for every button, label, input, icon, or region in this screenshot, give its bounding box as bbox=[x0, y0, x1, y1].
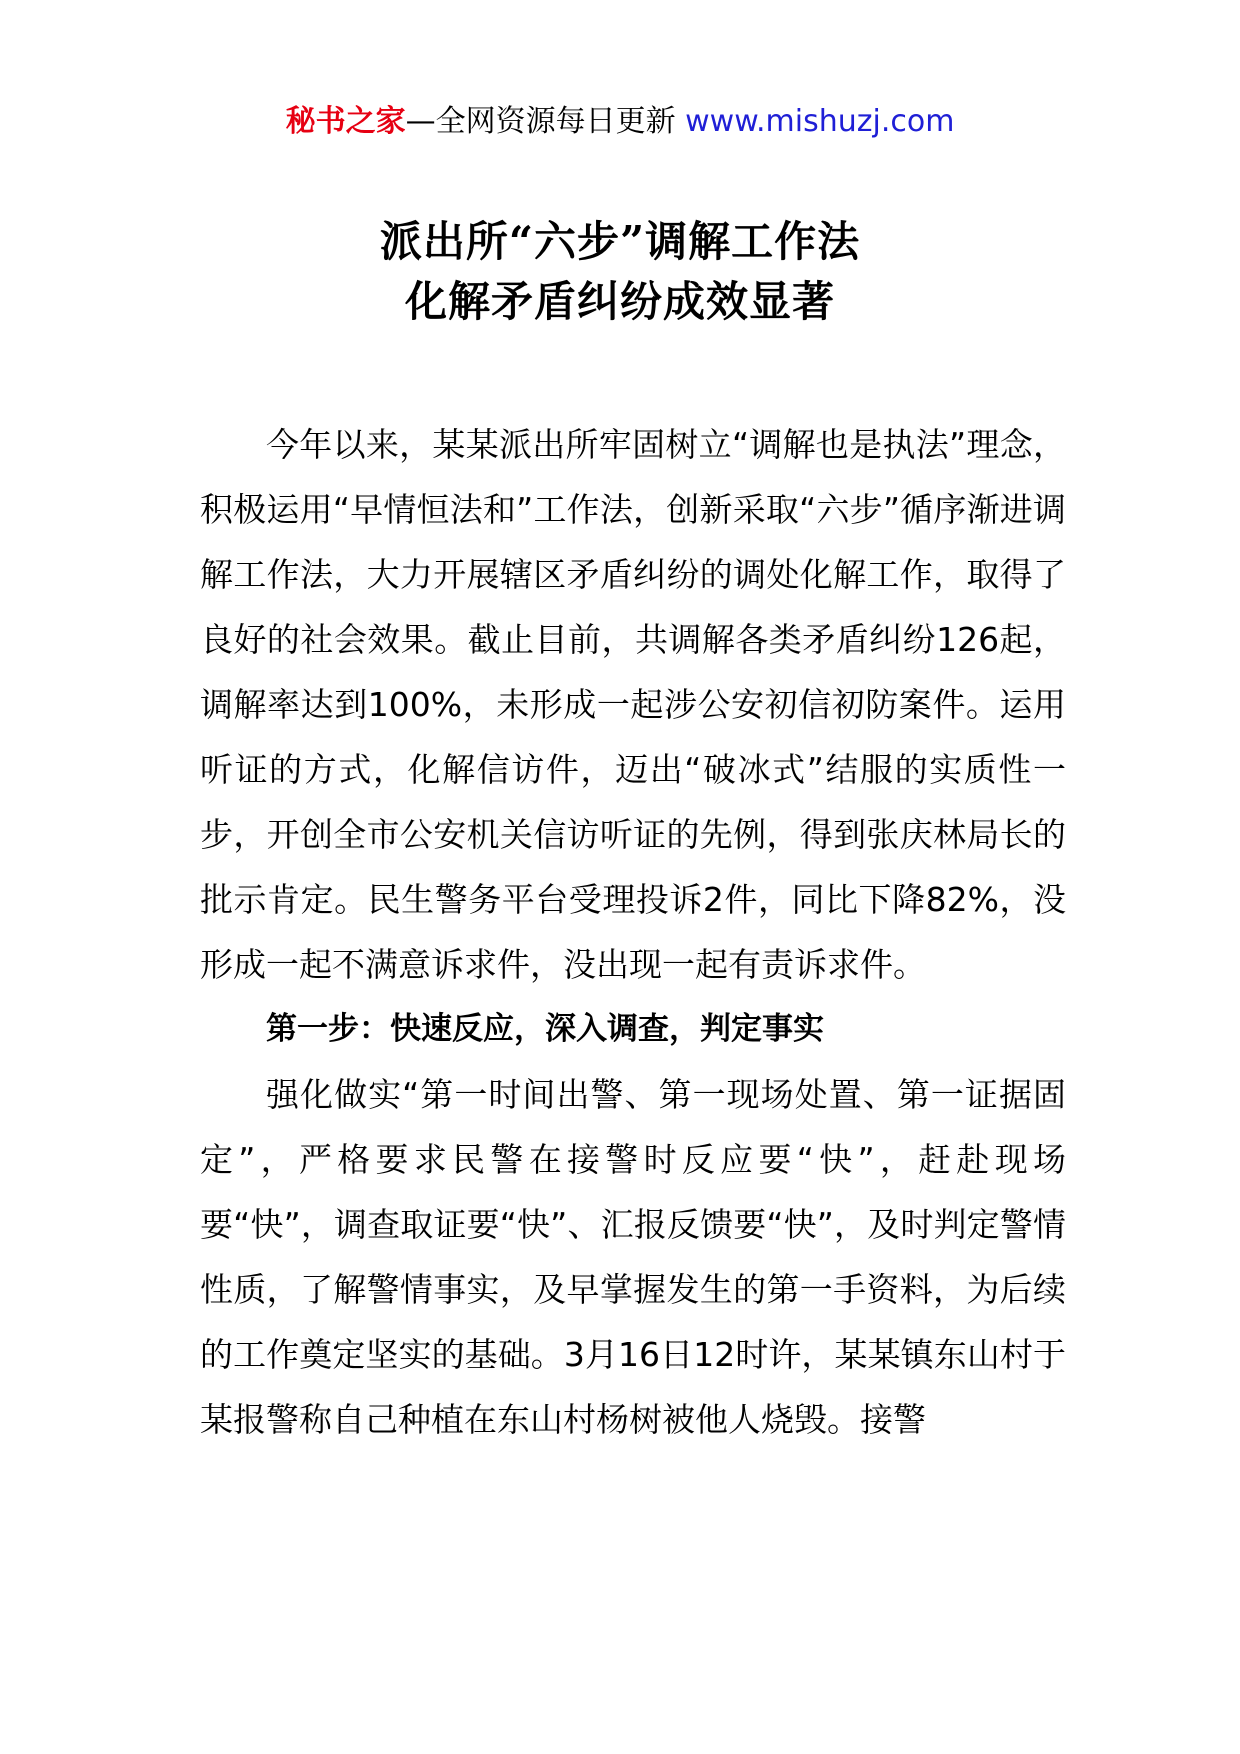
step1-paragraph: 强化做实“第一时间出警、第一现场处置、第一证据固定”，严格要求民警在接警时反应要“快”，赶赴现场要“快”，调查取证要“快”、汇报反馈要“快”，及时判定警情性质，了解警情事实，及早掌握发生的第一手资料，为后续的工作奠定坚实的基础。3月16日12时许，某某镇东山村于某报警称自己种植在东山村杨树被他人烧毁。接警 bbox=[200, 1075, 1066, 1439]
title-line-1: 派出所“六步”调解工作法 bbox=[379, 217, 861, 266]
site-header bbox=[0, 100, 1240, 144]
document-body bbox=[200, 412, 1066, 1452]
site-tagline: —全网资源每日更新 bbox=[405, 104, 676, 139]
section-heading-step1: 第一步：快速反应，深入调查，判定事实 bbox=[266, 1011, 824, 1047]
intro-paragraph: 今年以来，某某派出所牢固树立“调解也是执法”理念，积极运用“早情恒法和”工作法，创新采取“六步”循序渐进调解工作法，大力开展辖区矛盾纠纷的调处化解工作，取得了良好的社会效果。截止目前，共调解各类矛盾纠纷126起，调解率达到100%，未形成一起涉公安初信初防案件。运用听证的方式，化解信访件，迈出“破冰式”结服的实质性一步，开创全市公安机关信访听证的先例，得到张庆林局长的批示肯定。民生警务平台受理投诉2件，同比下降82%，没形成一起不满意诉求件，没出现一起有责诉求件。 bbox=[200, 425, 1066, 984]
brand-name: 秘书之家 bbox=[285, 104, 406, 139]
document-title bbox=[0, 212, 1240, 332]
title-line-2: 化解矛盾纠纷成效显著 bbox=[404, 277, 835, 326]
site-url[interactable]: www.mishuzj.com bbox=[685, 104, 955, 139]
